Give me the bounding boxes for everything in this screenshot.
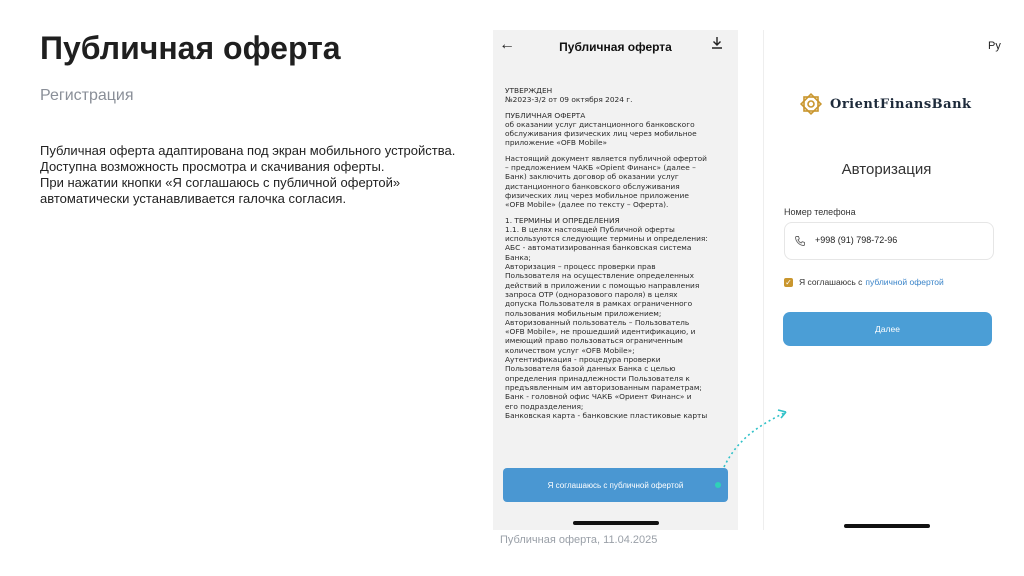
doc-line: УТВЕРЖДЕН xyxy=(505,86,553,95)
doc-line: запроса OTP (одноразового пароля) в целях xyxy=(505,289,678,299)
bank-logo-text: OrientFinansBank xyxy=(830,96,972,112)
doc-line: дистанционного банковского обслуживания xyxy=(505,181,680,191)
doc-line: Аутентификация - процедура проверки xyxy=(505,355,661,365)
agree-button-label: Я соглашаюсь с публичной офертой xyxy=(547,480,684,490)
doc-line: Банк - головной офис ЧАКБ «Ориент Финанс» и xyxy=(505,392,692,402)
consent-text: Я соглашаюсь с xyxy=(799,277,863,287)
language-switcher[interactable]: Ру xyxy=(988,40,1001,52)
description-line: автоматически устанавливается галочка согласия. xyxy=(40,191,347,206)
offer-link[interactable]: публичной офертой xyxy=(865,277,944,287)
doc-line: Пользователя на осуществление определенных xyxy=(505,271,694,281)
doc-line: 1. ТЕРМИНЫ И ОПРЕДЕЛЕНИЯ xyxy=(505,215,620,225)
doc-line: Авторизация – процесс проверки прав xyxy=(505,262,656,272)
doc-line: Банк) заключить договор об оказании услуг xyxy=(505,172,679,182)
doc-line: количеством услуг «OFB Mobile»; xyxy=(505,345,635,355)
description-line: При нажатии кнопки «Я соглашаюсь с публичной офертой» xyxy=(40,175,401,190)
doc-line: №2023-3/2 от 09 октября 2024 г. xyxy=(505,95,633,105)
auth-title: Авторизация xyxy=(841,161,932,178)
doc-line: 1.1. В целях настоящей Публичной оферты xyxy=(505,224,675,234)
description-line: Публичная оферта адаптирована под экран мобильного устройства. xyxy=(40,143,456,158)
footer-caption: Публичная оферта, 11.04.2025 xyxy=(500,534,658,546)
doc-line: Настоящий документ является публичной офертой xyxy=(505,153,707,163)
back-arrow-icon[interactable]: ← xyxy=(499,36,515,53)
doc-line: об оказании услуг дистанционного банковского xyxy=(505,119,695,129)
phone-value: +998 (91) 798-72-96 xyxy=(815,235,898,245)
consent-checkbox[interactable]: ✓ xyxy=(785,277,792,287)
doc-line: АБС - автоматизированная банковская система xyxy=(505,243,692,253)
doc-line: «OFB Mobile», не прошедший идентификацию, и xyxy=(505,327,696,337)
slide-title: Публичная оферта xyxy=(40,30,341,66)
doc-line: определения принадлежности Пользователя к xyxy=(505,373,690,383)
doc-line: физических лиц через мобильное приложение xyxy=(505,190,689,200)
doc-line: ПУБЛИЧНАЯ ОФЕРТА xyxy=(505,110,586,120)
description-line: Доступна возможность просмотра и скачивания оферты. xyxy=(40,159,385,174)
doc-line: обслуживания физических лиц через мобильное xyxy=(505,129,697,139)
phone-label: Номер телефона xyxy=(784,207,856,217)
doc-line: – предложением ЧАКБ «Орient Финанс» (далее – xyxy=(505,163,696,173)
continue-button-label: Далее xyxy=(875,324,900,334)
doc-line: имеющий право пользоваться ограниченным xyxy=(505,336,683,346)
doc-line: предъявленным им авторизованным параметрам; xyxy=(505,382,702,392)
doc-line: Банковская карта - банковские пластиковые карты xyxy=(505,410,708,420)
doc-line: приложение «OFB Mobile» xyxy=(505,138,608,148)
doc-line: допуска Пользователя в рамках ограниченного xyxy=(505,299,693,309)
doc-line: Авторизованный пользователь – Пользователь xyxy=(505,317,690,327)
doc-line: «OFB Mobile» (далее по тексту – Оферта). xyxy=(505,200,669,210)
doc-line: пользования мобильным приложением; xyxy=(505,308,662,318)
doc-line: Банка; xyxy=(505,252,531,262)
doc-line: Пользователя базой данных Банка с целью xyxy=(505,364,676,374)
slide-subtitle: Регистрация xyxy=(40,87,134,104)
doc-line: используются следующие термины и определения: xyxy=(505,234,708,244)
doc-line: его подразделения; xyxy=(505,401,584,411)
offer-screen-title: Публичная оферта xyxy=(559,40,672,54)
doc-line: действий в приложении с помощью направления xyxy=(505,280,700,290)
